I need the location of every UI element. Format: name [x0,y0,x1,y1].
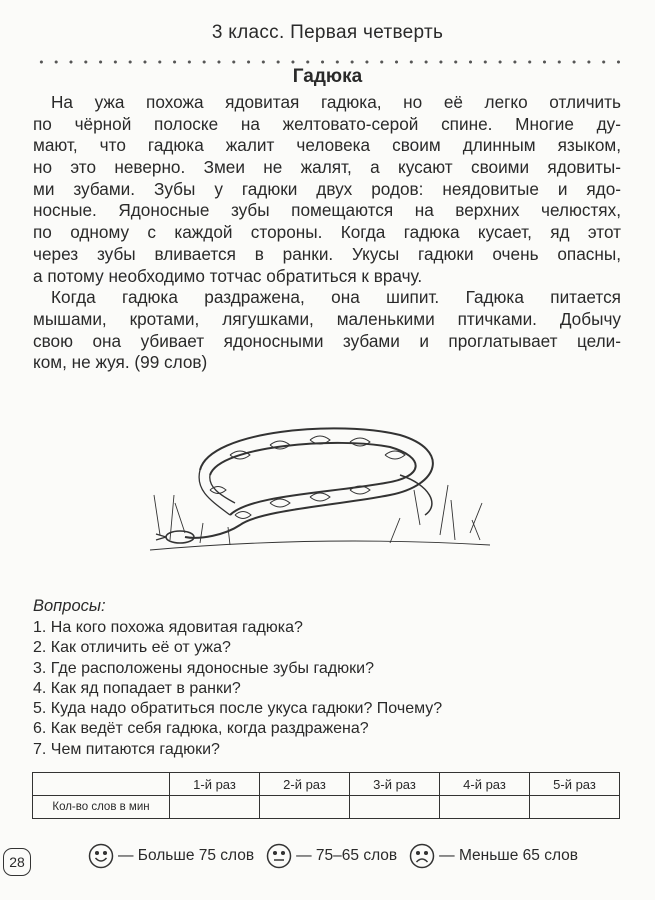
neutral-face-icon [266,843,292,869]
smile-face-icon [88,843,114,869]
text-line: по одному с каждой стороны. Когда гадюка кусает, яд этот [33,222,621,243]
text-line: Когда гадюка раздражена, она шипит. Гадюка питается [51,287,621,308]
column-header: 2-й раз [260,773,350,796]
questions-list [33,618,442,760]
dotted-divider [34,60,624,64]
question-item: 7. Чем питаются гадюки? [33,740,220,758]
text-line: свою она убивает ядоносными зубами и проглатывает цели- [33,330,621,351]
story-title: Гадюка [292,66,363,87]
table-header-row [33,773,620,796]
empty-cell[interactable] [170,796,260,819]
question-item: 1. На кого похожа ядовитая гадюка? [33,619,303,636]
legend-text: — 75–65 слов [296,847,398,864]
text-line: по чёрной полоске на желтовато-серой спине. Многие ду- [33,113,621,134]
page-header: 3 класс. Первая четверть [211,22,444,43]
text-line: но это неверно. Змеи не жалят, а кусают своими ядовиты- [33,157,621,178]
questions-label: Вопросы: [33,597,106,615]
text-line: а потому необходимо тотчас обратиться к врачу. [33,265,423,286]
table-corner-cell [33,773,170,796]
empty-cell[interactable] [350,796,440,819]
column-header: 1-й раз [170,773,260,796]
text-line: мают, что гадюка жалит человека своим длинным языком, [33,135,621,156]
legend-text: — Меньше 65 слов [439,847,579,864]
text-line: ми зубами. Зубы у гадюки двух родов: неядовитые и ядо- [33,178,621,199]
column-header: 4-й раз [440,773,530,796]
empty-cell[interactable] [260,796,350,819]
column-header: 5-й раз [530,773,620,796]
row-label: Кол-во слов в мин [33,796,170,819]
score-legend [88,843,590,869]
story-text [33,92,621,374]
page-number: 28 [3,848,31,876]
question-item: 2. Как отличить её от ужа? [33,639,231,657]
legend-text: — Больше 75 слов [118,847,255,864]
text-line: через зубы вливается в ранки. Укусы гадюки очень опасны, [33,243,621,264]
text-line: ком, не жуя. (99 слов) [33,352,208,373]
reading-speed-table [32,772,620,819]
column-header: 3-й раз [350,773,440,796]
sad-face-icon [409,843,435,869]
question-item: 3. Где расположены ядоносные зубы гадюки? [33,659,374,677]
question-item: 6. Как ведёт себя гадюка, когда раздражена? [33,720,369,738]
text-line: На ужа похожа ядовитая гадюка, но её легко отличить [51,92,621,112]
viper-illustration [140,415,500,565]
text-line: мышами, кротами, лягушками, маленькими птичками. Добычу [33,308,621,329]
question-item: 5. Куда надо обратиться после укуса гадюки? Почему? [33,700,443,718]
question-item: 4. Как яд попадает в ранки? [33,679,241,697]
text-line: носные. Ядоносные зубы помещаются на верхних челюстях, [33,200,621,221]
empty-cell[interactable] [530,796,620,819]
empty-cell[interactable] [440,796,530,819]
table-row [33,796,620,819]
